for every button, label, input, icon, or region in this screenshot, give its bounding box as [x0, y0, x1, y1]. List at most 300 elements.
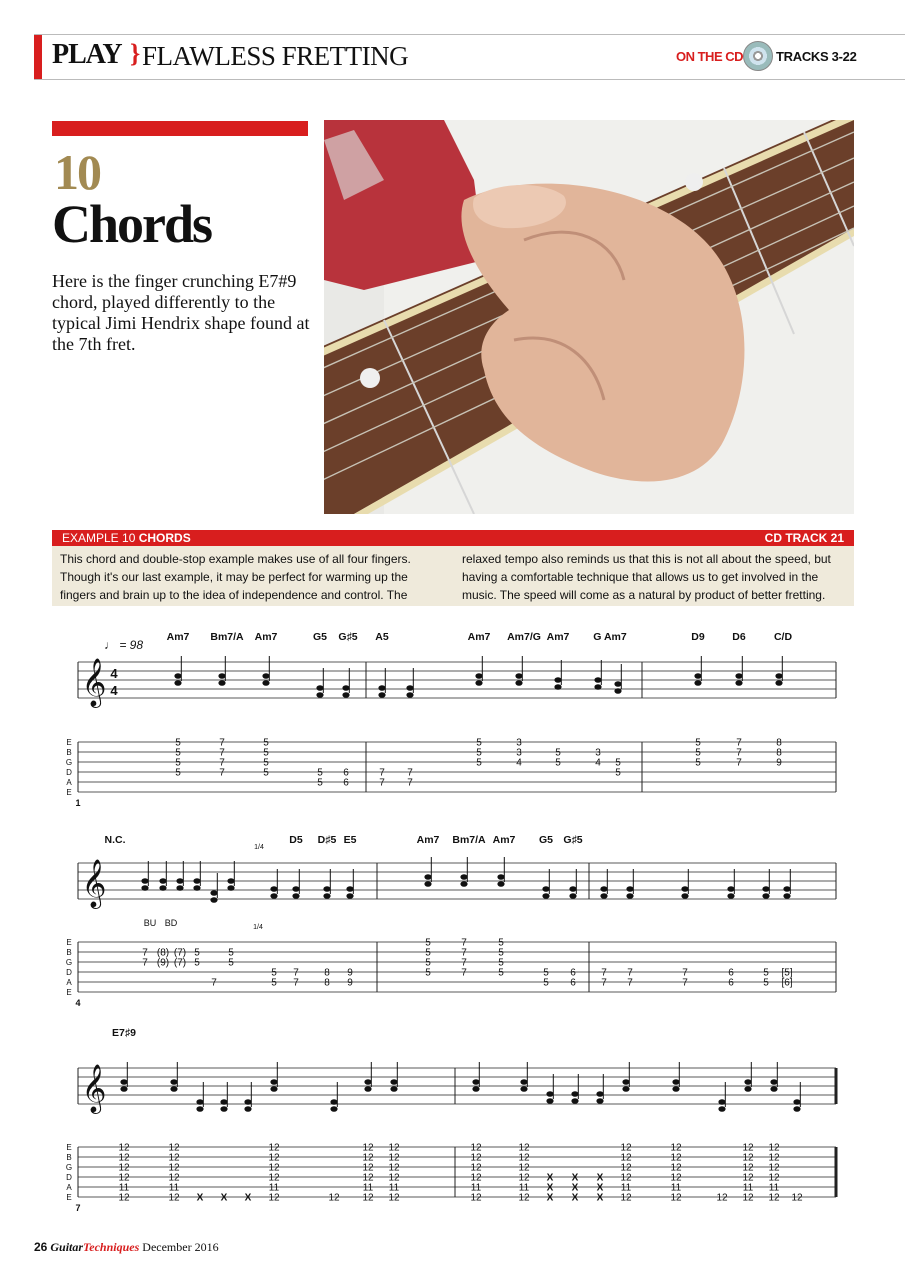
tab-fret-number: 5 [175, 757, 181, 769]
notehead [364, 1086, 371, 1092]
brand-techniques: Techniques [83, 1240, 140, 1254]
tab-fret-number: 5 [615, 767, 621, 779]
notehead [378, 685, 385, 691]
chord-name: G5 [312, 631, 328, 643]
notehead [718, 1099, 725, 1105]
tab-fret-number: 5 [498, 957, 504, 969]
treble-clef-icon: 𝄞 [81, 658, 107, 705]
notehead [744, 1079, 751, 1085]
tab-fret-number: (8) [156, 947, 170, 959]
string-name: A [66, 1183, 72, 1192]
notehead [460, 874, 467, 880]
notehead [622, 1086, 629, 1092]
notehead [626, 886, 633, 892]
tab-fret-number: 12 [388, 1192, 400, 1204]
on-the-cd-label: ON THE CD [676, 49, 743, 64]
notehead [554, 677, 561, 683]
notehead [227, 878, 234, 884]
chord-name: Am7/G [507, 631, 541, 643]
notehead [596, 1098, 603, 1104]
lesson-accent-bar [52, 121, 308, 136]
notehead [170, 1086, 177, 1092]
notehead [727, 886, 734, 892]
string-name: E [66, 1193, 72, 1202]
tab-fret-number: 5 [555, 747, 561, 759]
notehead [770, 1086, 777, 1092]
string-name: A [66, 978, 72, 987]
tab-fret-number: 12 [518, 1162, 530, 1174]
tab-fret-number: 7 [142, 947, 148, 959]
notehead [390, 1086, 397, 1092]
tab-fret-number: 5 [271, 967, 277, 979]
tab-fret-number: 11 [388, 1182, 400, 1194]
page-number: 26 [34, 1240, 48, 1254]
notehead [292, 886, 299, 892]
tab-fret-number: 12 [362, 1192, 374, 1204]
notehead [626, 893, 633, 899]
tab-fret-number: 6 [728, 977, 734, 989]
notehead [600, 893, 607, 899]
tab-fret-number: 12 [470, 1162, 482, 1174]
notehead [323, 886, 330, 892]
notehead [546, 1098, 553, 1104]
example-bar [52, 530, 854, 546]
tab-fret-number: 12 [362, 1142, 374, 1154]
chord-name: Am7 [254, 631, 278, 643]
tab-fret-number: 5 [498, 937, 504, 949]
tab-fret-number: 8 [776, 747, 782, 759]
tab-fret-number: 6 [570, 967, 576, 979]
tab-fret-number: X [244, 1192, 252, 1204]
tab-fret-number: 5 [194, 957, 200, 969]
tab-fret-number: 4 [516, 757, 522, 769]
notehead [783, 886, 790, 892]
notehead [681, 893, 688, 899]
string-name: E [66, 788, 72, 797]
tab-fret-number: 3 [516, 747, 522, 759]
notehead [270, 886, 277, 892]
tab-fret-number: 11 [670, 1182, 682, 1194]
lesson-title: Chords [52, 194, 212, 254]
tab-fret-number: X [571, 1172, 579, 1184]
notehead [270, 893, 277, 899]
tab-fret-number: [6] [781, 977, 793, 989]
string-name: D [66, 768, 72, 777]
tab-fret-number: 5 [543, 977, 549, 989]
notehead [176, 878, 183, 884]
tab-fret-number: 7 [736, 757, 742, 769]
notehead [472, 1079, 479, 1085]
tab-fret-number: 7 [219, 767, 225, 779]
tab-fret-number: 5 [476, 737, 482, 749]
tab-fret-number: 12 [768, 1142, 780, 1154]
treble-clef-icon: 𝄞 [81, 1064, 107, 1111]
string-name: B [66, 1153, 72, 1162]
string-name: E [66, 938, 72, 947]
notehead [735, 680, 742, 686]
notehead [346, 893, 353, 899]
tab-fret-number: 12 [118, 1152, 130, 1164]
tab-fret-number: 5 [271, 977, 277, 989]
tab-fret-number: 12 [620, 1172, 632, 1184]
tab-fret-number: 5 [695, 737, 701, 749]
tab-fret-number: 7 [461, 957, 467, 969]
tab-fret-number: X [546, 1172, 554, 1184]
cd-track-label: CD TRACK 21 [764, 531, 844, 545]
tab-fret-number: 7 [601, 967, 607, 979]
tab-fret-number: 7 [407, 767, 413, 779]
example-label: EXAMPLE 10 CHORDS [62, 531, 191, 545]
tab-fret-number: 7 [601, 977, 607, 989]
notehead [515, 680, 522, 686]
notehead [770, 1079, 777, 1085]
notehead [694, 673, 701, 679]
notehead [727, 893, 734, 899]
chord-name: Am7 [166, 631, 190, 643]
bar-number: 4 [75, 998, 81, 1008]
tab-fret-number: 12 [470, 1142, 482, 1154]
tab-fret-number: 7 [682, 977, 688, 989]
tab-fret-number: 5 [498, 967, 504, 979]
tab-fret-number: 12 [388, 1142, 400, 1154]
tab-fret-number: 9 [776, 757, 782, 769]
tab-fret-number: 12 [518, 1152, 530, 1164]
tab-fret-number: 12 [328, 1192, 340, 1204]
notehead [159, 885, 166, 891]
notehead [220, 1099, 227, 1105]
notehead [596, 1091, 603, 1097]
tab-fret-number: 12 [518, 1192, 530, 1204]
tab-fret-number: 12 [168, 1162, 180, 1174]
chord-name: G♯5 [338, 631, 358, 643]
notehead [744, 1086, 751, 1092]
brand-guitar: Guitar [50, 1240, 84, 1254]
notehead [316, 685, 323, 691]
tab-fret-number: 7 [211, 977, 217, 989]
tab-fret-number: 5 [228, 957, 234, 969]
tab-fret-number: 5 [763, 967, 769, 979]
notehead [783, 893, 790, 899]
notehead [193, 878, 200, 884]
tab-fret-number: 12 [768, 1162, 780, 1174]
notehead [594, 684, 601, 690]
tab-fret-number: 6 [343, 767, 349, 779]
tab-fret-number: 12 [620, 1162, 632, 1174]
tab-fret-number: 12 [670, 1142, 682, 1154]
tab-fret-number: 12 [388, 1152, 400, 1164]
tab-fret-number: 12 [620, 1142, 632, 1154]
tab-fret-number: 7 [219, 757, 225, 769]
notehead [174, 680, 181, 686]
notehead [193, 885, 200, 891]
tab-fret-number: 12 [768, 1152, 780, 1164]
tab-fret-number: 12 [768, 1192, 780, 1204]
notehead [614, 688, 621, 694]
example-description [52, 546, 854, 606]
tab-fret-number: 12 [362, 1152, 374, 1164]
tab-fret-number: 5 [194, 947, 200, 959]
tab-fret-number: 11 [620, 1182, 632, 1194]
notehead [218, 680, 225, 686]
tab-fret-number: 12 [470, 1152, 482, 1164]
tab-fret-number: 12 [362, 1162, 374, 1174]
notehead [775, 673, 782, 679]
tab-fret-number: 11 [742, 1182, 754, 1194]
tab-fret-number: 5 [425, 957, 431, 969]
tab-fret-number: 7 [293, 967, 299, 979]
tab-fret-number: X [571, 1192, 579, 1204]
section-label: PLAY [52, 39, 122, 70]
tab-fret-number: 5 [476, 757, 482, 769]
tab-fret-number: 12 [470, 1172, 482, 1184]
string-name: G [65, 958, 73, 967]
tab-fret-number: 7 [461, 947, 467, 959]
tab-fret-number: 5 [425, 967, 431, 979]
notehead [159, 878, 166, 884]
notehead [330, 1106, 337, 1112]
notehead [210, 897, 217, 903]
tab-fret-number: 7 [379, 777, 385, 789]
notehead [170, 1079, 177, 1085]
tab-fret-number: 12 [518, 1142, 530, 1154]
tab-fret-number: 7 [736, 737, 742, 749]
notehead [342, 692, 349, 698]
tab-fret-number: 5 [175, 767, 181, 779]
tab-fret-number: 5 [175, 737, 181, 749]
string-name: E [66, 1143, 72, 1152]
tab-fret-number: 7 [219, 747, 225, 759]
tab-fret-number: 12 [518, 1172, 530, 1184]
tab-fret-number: 5 [615, 757, 621, 769]
bar-number: 7 [75, 1203, 81, 1213]
tab-fret-number: 12 [118, 1162, 130, 1174]
treble-clef-icon: 𝄞 [81, 859, 107, 906]
string-name: D [66, 1173, 72, 1182]
string-name: E [66, 988, 72, 997]
notehead [210, 890, 217, 896]
tab-fret-number: X [546, 1192, 554, 1204]
notehead [424, 881, 431, 887]
tab-fret-number: 3 [516, 737, 522, 749]
notehead [342, 685, 349, 691]
tab-fret-number: 7 [142, 957, 148, 969]
notehead [244, 1106, 251, 1112]
tab-fret-number: 7 [461, 937, 467, 949]
tab-fret-number: X [196, 1192, 204, 1204]
notehead [323, 893, 330, 899]
tab-fret-number: 5 [263, 767, 269, 779]
notehead [762, 893, 769, 899]
notehead [406, 692, 413, 698]
tab-fret-number: 12 [362, 1172, 374, 1184]
string-name: E [66, 738, 72, 747]
tab-fret-number: 5 [543, 967, 549, 979]
tab-fret-number: 5 [425, 937, 431, 949]
tab-fret-number: 12 [168, 1152, 180, 1164]
tab-fret-number: 5 [263, 737, 269, 749]
notehead [424, 874, 431, 880]
notehead [270, 1086, 277, 1092]
tab-fret-number: 12 [168, 1192, 180, 1204]
notehead [594, 677, 601, 683]
tab-fret-number: 5 [228, 947, 234, 959]
notehead [571, 1098, 578, 1104]
notehead [600, 886, 607, 892]
tab-fret-number: 12 [670, 1162, 682, 1174]
notehead [497, 881, 504, 887]
chord-name: E5 [343, 834, 357, 846]
bend-label: 1/4 [253, 924, 263, 931]
notehead [174, 673, 181, 679]
tab-fret-number: 5 [498, 947, 504, 959]
notehead [520, 1079, 527, 1085]
tab-fret-number: 5 [695, 757, 701, 769]
notehead [141, 885, 148, 891]
notehead [262, 680, 269, 686]
issue-date: December 2016 [142, 1240, 219, 1254]
tab-fret-number: 12 [742, 1172, 754, 1184]
notehead [316, 692, 323, 698]
notehead [569, 893, 576, 899]
notehead [330, 1099, 337, 1105]
notehead [775, 680, 782, 686]
chord-name: G Am7 [593, 631, 627, 643]
tab-fret-number: 12 [268, 1152, 280, 1164]
cd-icon [743, 41, 773, 71]
tab-fret-number: [5] [781, 967, 793, 979]
tab-fret-number: (7) [173, 957, 187, 969]
notehead [569, 886, 576, 892]
notehead [694, 680, 701, 686]
notehead [346, 886, 353, 892]
bend-label: BU [143, 918, 157, 928]
notehead [515, 673, 522, 679]
tracks-label: TRACKS 3-22 [776, 49, 857, 64]
notehead [735, 673, 742, 679]
notehead [364, 1079, 371, 1085]
tab-fret-number: 11 [362, 1182, 374, 1194]
string-name: B [66, 948, 72, 957]
notehead [472, 1086, 479, 1092]
notehead [542, 893, 549, 899]
tab-fret-number: X [546, 1182, 554, 1194]
notehead [218, 673, 225, 679]
tab-fret-number: 7 [682, 967, 688, 979]
chord-hand-photo [324, 120, 854, 514]
bar-number: 1 [75, 798, 81, 808]
tab-fret-number: 6 [343, 777, 349, 789]
chord-name: D9 [691, 631, 705, 643]
tab-fret-number: 11 [768, 1182, 780, 1194]
notehead [196, 1099, 203, 1105]
tab-fret-number: 3 [595, 747, 601, 759]
tab-fret-number: 11 [118, 1182, 130, 1194]
notehead [220, 1106, 227, 1112]
bend-label: BD [164, 918, 178, 928]
tab-fret-number: 6 [570, 977, 576, 989]
tab-fret-number: 12 [470, 1192, 482, 1204]
tab-fret-number: 7 [736, 747, 742, 759]
notehead [546, 1091, 553, 1097]
tab-fret-number: (7) [173, 947, 187, 959]
tab-fret-number: 5 [555, 757, 561, 769]
notehead [497, 874, 504, 880]
notehead [475, 673, 482, 679]
tab-fret-number: 5 [763, 977, 769, 989]
tab-fret-number: 12 [268, 1162, 280, 1174]
chord-name: G5 [538, 834, 554, 846]
tab-fret-number: 5 [317, 767, 323, 779]
notehead [270, 1079, 277, 1085]
tab-fret-number: 12 [388, 1172, 400, 1184]
tab-fret-number: 12 [768, 1172, 780, 1184]
tab-fret-number: 12 [118, 1142, 130, 1154]
tab-fret-number: 12 [388, 1162, 400, 1174]
tab-fret-number: 12 [168, 1142, 180, 1154]
notehead [292, 893, 299, 899]
tab-fret-number: 12 [670, 1172, 682, 1184]
chord-name: D♯5 [317, 834, 337, 846]
notehead [475, 680, 482, 686]
chord-name: E7♯9 [112, 1027, 136, 1039]
chord-name: D5 [289, 834, 303, 846]
chord-name: N.C. [104, 834, 126, 846]
page-footer [34, 1240, 219, 1255]
tab-fret-number: 9 [347, 967, 353, 979]
tab-fret-number: 12 [118, 1192, 130, 1204]
tab-fret-number: 7 [407, 777, 413, 789]
tab-fret-number: X [596, 1182, 604, 1194]
tab-fret-number: 12 [742, 1142, 754, 1154]
chord-name: Am7 [546, 631, 570, 643]
header-accent-bar [34, 35, 42, 79]
notehead [520, 1086, 527, 1092]
notehead [571, 1091, 578, 1097]
notehead [176, 885, 183, 891]
notehead [120, 1086, 127, 1092]
tempo-marking: ♩ = 98 [104, 638, 144, 652]
tab-fret-number: 8 [324, 967, 330, 979]
chord-name: A5 [375, 631, 389, 643]
tab-fret-number: 11 [168, 1182, 180, 1194]
tab-fret-number: 12 [268, 1142, 280, 1154]
notehead [554, 684, 561, 690]
chord-name: D6 [732, 631, 746, 643]
notehead [406, 685, 413, 691]
chord-name: Am7 [416, 834, 440, 846]
tab-fret-number: 12 [620, 1192, 632, 1204]
notehead [244, 1099, 251, 1105]
tab-fret-number: X [596, 1192, 604, 1204]
tab-fret-number: 8 [776, 737, 782, 749]
tab-fret-number: 7 [627, 967, 633, 979]
tab-fret-number: 12 [670, 1152, 682, 1164]
tab-fret-number: 12 [791, 1192, 803, 1204]
tab-fret-number: 5 [317, 777, 323, 789]
tab-fret-number: 11 [470, 1182, 482, 1194]
notehead [390, 1079, 397, 1085]
tab-fret-number: 12 [168, 1172, 180, 1184]
notehead [227, 885, 234, 891]
notehead [141, 878, 148, 884]
notehead [196, 1106, 203, 1112]
notehead [460, 881, 467, 887]
string-name: G [65, 758, 73, 767]
time-sig-top: 4 [110, 666, 118, 681]
tab-fret-number: 12 [742, 1192, 754, 1204]
tab-fret-number: (9) [156, 957, 170, 969]
tab-fret-number: 11 [518, 1182, 530, 1194]
